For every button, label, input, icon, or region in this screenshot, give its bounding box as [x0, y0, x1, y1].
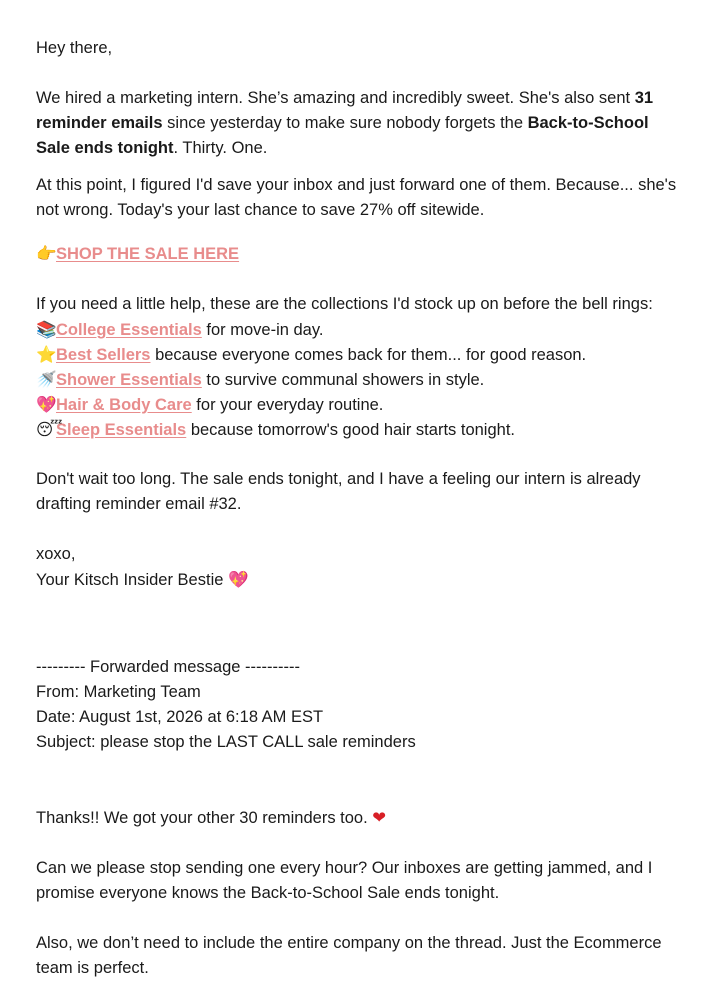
- star-icon: ⭐: [36, 345, 57, 364]
- books-icon: 📚: [36, 320, 57, 339]
- forward-explanation: At this point, I figured I'd save your inbox and just forward one of them. Because... she's not wrong. Today's your last chance to save 27% off sitewide.: [36, 176, 677, 219]
- collections-list: [36, 317, 686, 442]
- forwarded-request: Can we please stop sending one every hour? Our inboxes are getting jammed, and I promise everyone knows the Back-to-School Sale ends tonight.: [36, 859, 653, 902]
- collection-item: [36, 317, 686, 342]
- signature: Your Kitsch Insider Bestie: [36, 571, 224, 589]
- thanks-text: Thanks!! We got your other 30 reminders too.: [36, 809, 368, 827]
- sparkling-heart-icon: 💖: [36, 395, 57, 414]
- collection-description: because tomorrow's good hair starts tonight.: [186, 421, 515, 439]
- collection-item: [36, 367, 686, 392]
- sleeping-face-icon: 😴: [36, 420, 63, 439]
- forwarded-thanks: [36, 805, 686, 831]
- signature-line: [36, 567, 686, 593]
- intro-text-1: We hired a marketing intern. She’s amazing and incredibly sweet. She's also sent: [36, 89, 635, 107]
- collection-item: [36, 392, 686, 417]
- intro-text-2: since yesterday to make sure nobody forgets the: [162, 114, 528, 132]
- intro-bold-sale: Back-to-School Sale ends tonight: [36, 114, 649, 157]
- forwarded-header: [36, 655, 686, 755]
- shower-essentials-link[interactable]: Shower Essentials: [56, 371, 202, 389]
- intro-paragraph: [36, 86, 686, 161]
- collection-description: to survive communal showers in style.: [201, 371, 485, 389]
- collection-description: for your everyday routine.: [191, 396, 384, 414]
- cta-line[interactable]: [36, 241, 686, 267]
- shower-icon: 🚿: [36, 370, 57, 389]
- collection-description: because everyone comes back for them... for good reason.: [150, 346, 587, 364]
- hair-body-care-link[interactable]: Hair & Body Care: [56, 396, 192, 414]
- collection-description: for move-in day.: [201, 321, 324, 339]
- forwarded-note: Also, we don’t need to include the entire company on the thread. Just the Ecommerce team is perfect.: [36, 934, 662, 977]
- closing-paragraph: Don't wait too long. The sale ends tonight, and I have a feeling our intern is already drafting reminder email #32.: [36, 470, 641, 513]
- sleep-essentials-link[interactable]: Sleep Essentials: [56, 421, 187, 439]
- shop-sale-link[interactable]: SHOP THE SALE HERE: [56, 245, 240, 263]
- forwarded-date: Date: August 1st, 2026 at 6:18 AM EST: [36, 708, 324, 726]
- best-sellers-link[interactable]: Best Sellers: [56, 346, 151, 364]
- red-heart-icon: ❤: [372, 808, 387, 827]
- forwarded-subject: Subject: please stop the LAST CALL sale reminders: [36, 733, 416, 751]
- forwarded-from: From: Marketing Team: [36, 683, 201, 701]
- email-body: [36, 36, 686, 981]
- collection-item: [36, 342, 686, 367]
- collection-item: [36, 417, 686, 442]
- sparkling-heart-icon: 💖: [228, 570, 249, 589]
- pointing-hand-icon: 👉: [36, 244, 57, 263]
- collections-intro: If you need a little help, these are the collections I'd stock up on before the bell rings:: [36, 295, 653, 313]
- intro-text-3: . Thirty. One.: [173, 139, 268, 157]
- signoff: xoxo,: [36, 545, 76, 563]
- college-essentials-link[interactable]: College Essentials: [56, 321, 202, 339]
- intro-bold-reminders: 31 reminder emails: [36, 89, 654, 132]
- forwarded-divider: --------- Forwarded message ----------: [36, 658, 300, 676]
- greeting: Hey there,: [36, 39, 113, 57]
